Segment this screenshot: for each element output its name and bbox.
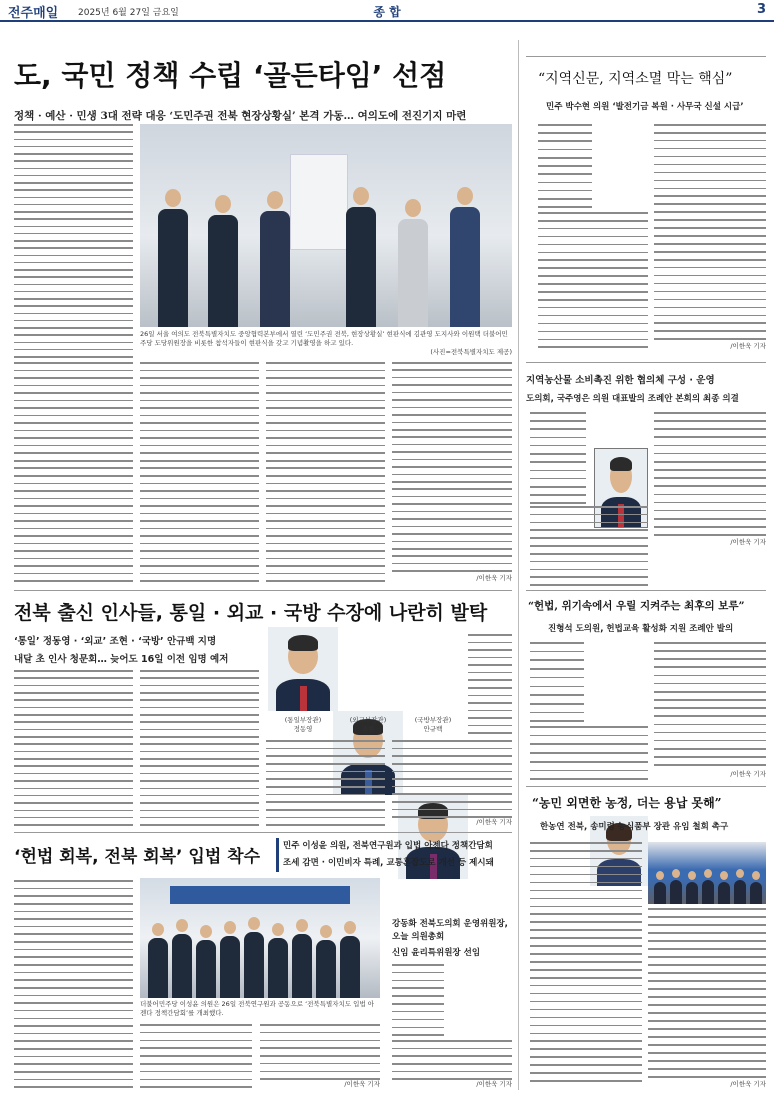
side2-headline: 지역농산물 소비촉진 위한 협의체 구성 · 운영 bbox=[526, 375, 715, 386]
story2-text-col3 bbox=[266, 740, 385, 826]
side3-headline: “헌법, 위기속에서 우릴 지켜주는 최후의 보루” bbox=[528, 600, 745, 612]
side3-text-col2 bbox=[654, 642, 766, 766]
side4-text-col2 bbox=[648, 908, 766, 1078]
portrait-3-name: 안규백 bbox=[423, 725, 443, 733]
story3-text-col3 bbox=[260, 1024, 380, 1080]
section-name: 종 합 bbox=[373, 5, 401, 19]
story2-text-col2 bbox=[140, 670, 259, 826]
portrait-1-title: (통일부장관) bbox=[284, 716, 322, 724]
story4-subheadline: 신임 윤리특위원장 선임 bbox=[392, 948, 481, 958]
story3-text-col1 bbox=[14, 880, 133, 1088]
side1-text-col1a bbox=[538, 124, 592, 208]
story3-byline: /이한욱 기자 bbox=[344, 1080, 380, 1088]
side4-byline: /이한욱 기자 bbox=[730, 1080, 766, 1088]
lead-text-col3 bbox=[266, 362, 385, 582]
side2-subheadline: 도의회, 국주영은 의원 대표발의 조례안 본회의 최종 의결 bbox=[526, 394, 739, 404]
side2-byline: /이한욱 기자 bbox=[730, 538, 766, 546]
side1-headline: “지역신문, 지역소멸 막는 핵심” bbox=[538, 71, 733, 87]
story2-subheadline: 내달 초 인사 청문회… 늦어도 16일 이전 임명 예저 bbox=[14, 654, 229, 665]
story2-text-col4a bbox=[468, 634, 512, 734]
column-divider bbox=[518, 40, 519, 1090]
lead-text-col1 bbox=[14, 124, 133, 358]
lead-photo-credit: (사진=전북특별자치도 제공) bbox=[430, 348, 512, 356]
lead-photo bbox=[140, 124, 512, 327]
divider bbox=[14, 590, 512, 591]
story4-byline: /이한욱 기자 bbox=[476, 1080, 512, 1088]
portrait-2-title: (외교부장관) bbox=[349, 716, 387, 724]
portrait-3-title: (국방부장관) bbox=[414, 716, 452, 724]
side1-subheadline: 민주 박수현 의원 ‘발전기금 복원 · 사무국 신설 시급’ bbox=[546, 102, 744, 112]
lead-subheadline: 정책 · 예산 · 민생 3대 전략 대응 ‘도민주권 전북 현장상황실’ 본격 가동… 여의도에 전진기지 마련 bbox=[14, 110, 467, 122]
side2-text-col1b bbox=[530, 506, 648, 586]
side4-photo bbox=[648, 842, 766, 904]
side4-headline: “농민 외면한 농정, 더는 용납 못해” bbox=[532, 796, 722, 810]
banner bbox=[170, 886, 350, 904]
story3-headline: ‘헌법 회복, 전북 회복’ 입법 착수 bbox=[14, 847, 261, 867]
divider bbox=[526, 590, 766, 591]
side3-text-col1b bbox=[530, 726, 648, 780]
side2-text-col1a bbox=[530, 412, 586, 504]
story3-text-col2 bbox=[140, 1024, 252, 1088]
lead-text-col4 bbox=[392, 362, 512, 572]
story4-text-col2 bbox=[392, 1040, 512, 1080]
divider bbox=[14, 832, 512, 833]
story3-deck2: 조세 감면 · 이민비자 특례, 교통혼잡도로 개선 등 제시돼 bbox=[283, 858, 494, 868]
story3-photo-caption: 더불어민주당 이성윤 의원은 26일 전북연구원과 공동으로 ‘전북특별자치도 입법 아젠다 정책간담회’를 개최했다. bbox=[140, 1000, 375, 1017]
story4-text-col1 bbox=[392, 964, 444, 1036]
page-number: 3 bbox=[756, 2, 766, 17]
portrait-1 bbox=[268, 627, 338, 711]
side1-byline: /이한욱 기자 bbox=[730, 342, 766, 350]
story3-deck1: 민주 이성윤 의원, 전북연구원과 입법 아젠다 정책간담회 bbox=[283, 841, 493, 851]
lead-text-col1b bbox=[14, 362, 133, 582]
side3-subheadline: 진형석 도의원, 헌법교육 활성화 지원 조례안 발의 bbox=[548, 624, 734, 634]
story2-kicker: ‘통일’ 정동영 · ‘외교’ 조현 · ‘국방’ 안규백 지명 bbox=[14, 636, 217, 647]
story2-byline: /이한욱 기자 bbox=[476, 818, 512, 826]
newspaper-logo: 전주매일 bbox=[8, 6, 59, 21]
portrait-1-name: 정동영 bbox=[293, 725, 313, 733]
side4-text-col1 bbox=[530, 842, 642, 1082]
story4-headline: 강동화 전북도의회 운영위원장, bbox=[392, 919, 508, 929]
lead-headline: 도, 국민 정책 수립 ‘골든타임’ 선점 bbox=[14, 59, 447, 92]
lead-byline: /이한욱 기자 bbox=[476, 574, 512, 582]
divider bbox=[526, 362, 766, 363]
lead-text-col2 bbox=[140, 362, 259, 582]
story3-photo bbox=[140, 878, 380, 998]
issue-date: 2025년 6월 27일 금요일 bbox=[78, 8, 179, 18]
story2-headline: 전북 출신 인사들, 통일 · 외교 · 국방 수장에 나란히 발탁 bbox=[14, 602, 488, 624]
side1-text-col1b bbox=[538, 212, 648, 348]
side3-text-col1a bbox=[530, 642, 584, 722]
side2-text-col2 bbox=[654, 412, 766, 536]
signboard bbox=[290, 154, 348, 250]
story2-text-col4 bbox=[392, 740, 512, 818]
divider bbox=[526, 786, 766, 787]
portrait-2-name: 조현 bbox=[361, 725, 375, 733]
deck-bar bbox=[276, 838, 279, 872]
side4-subheadline: 한농연 전북, 송미령 농식품부 장관 유임 철회 촉구 bbox=[540, 822, 729, 832]
story4-headline2: 오늘 의원총회 bbox=[392, 932, 445, 942]
story2-text-col1 bbox=[14, 670, 133, 826]
side1-text-col2 bbox=[654, 124, 766, 340]
side3-byline: /이한욱 기자 bbox=[730, 770, 766, 778]
lead-photo-caption: 26일 서울 여의도 전북특별자치도 중앙협력본부에서 열린 ‘도민주권 전북, 현장상황실’ 현판식에 김관영 도지사와 이원택 더불어민주당 도당위원장을 비롯한 참석자들이 현판식을 갖고 기념촬영을 하고 있다. bbox=[140, 330, 508, 347]
